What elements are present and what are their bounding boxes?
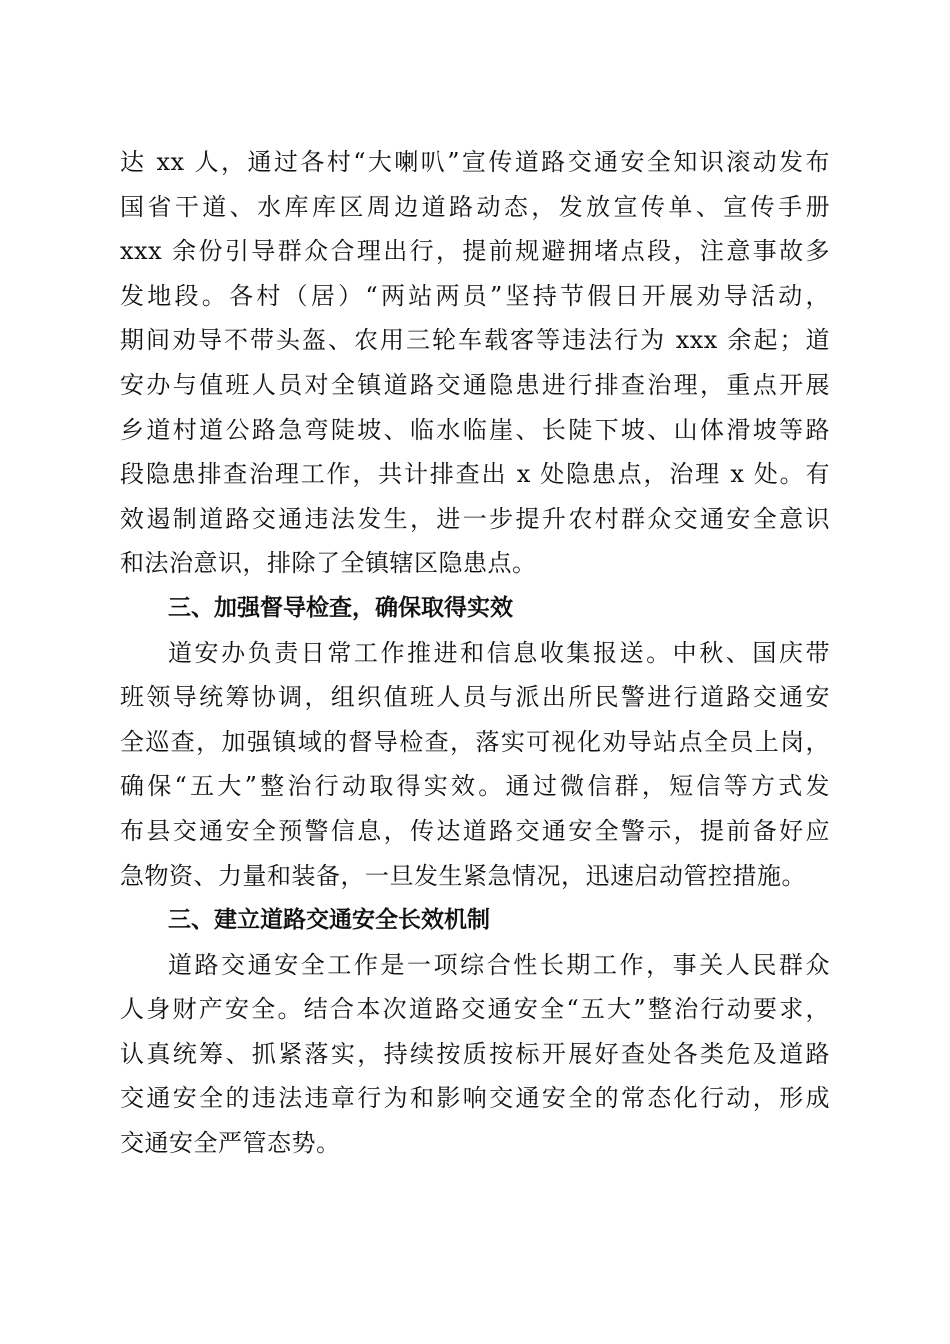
paragraph-1 xyxy=(120,140,830,586)
text-line: 急物资、力量和装备，一旦发生紧急情况，迅速启动管控措施。 xyxy=(120,861,806,890)
text-line: 和法治意识，排除了全镇辖区隐患点。 xyxy=(120,549,537,578)
text-line: 安办与值班人员对全镇道路交通隐患进行排查治理，重点开展 xyxy=(120,370,830,399)
text-line: 期间劝导不带头盔、农用三轮车载客等违法行为 xxx 余起；道 xyxy=(120,326,830,355)
text-line: 布县交通安全预警信息，传达道路交通安全警示，提前备好应 xyxy=(120,816,830,845)
text-line: 发地段。各村（居）“两站两员”坚持节假日开展劝导活动， xyxy=(120,281,830,310)
section-heading: 三、建立道路交通安全长效机制 xyxy=(168,907,490,934)
document-page xyxy=(120,140,830,1166)
text-line: 道安办负责日常工作推进和信息收集报送。中秋、国庆带 xyxy=(168,638,830,667)
text-line: 交通安全严管态势。 xyxy=(120,1129,341,1158)
section-heading: 三、加强督导检查，确保取得实效 xyxy=(168,594,513,621)
text-line: 达 xx 人，通过各村“大喇叭”宣传道路交通安全知识滚动发布 xyxy=(120,148,830,176)
text-line: 国省干道、水库库区周边道路动态，发放宣传单、宣传手册 xyxy=(120,192,830,221)
section-supervision xyxy=(120,586,830,898)
text-line: 班领导统筹协调，组织值班人员与派出所民警进行道路交通安 xyxy=(120,683,830,712)
section-long-term-mechanism xyxy=(120,898,830,1166)
text-line: 乡道村道公路急弯陡坡、临水临崖、长陡下坡、山体滑坡等路 xyxy=(120,415,830,444)
text-line: 认真统筹、抓紧落实，持续按质按标开展好查处各类危及道路 xyxy=(120,1039,830,1068)
text-line: 交通安全的违法违章行为和影响交通安全的常态化行动，形成 xyxy=(120,1084,830,1113)
text-line: xxx 余份引导群众合理出行，提前规避拥堵点段，注意事故多 xyxy=(120,237,830,266)
text-line: 确保“五大”整治行动取得实效。通过微信群，短信等方式发 xyxy=(120,772,830,801)
text-line: 效遏制道路交通违法发生，进一步提升农村群众交通安全意识 xyxy=(120,504,830,533)
text-line: 段隐患排查治理工作，共计排查出 x 处隐患点，治理 x 处。有 xyxy=(120,460,830,489)
text-line: 道路交通安全工作是一项综合性长期工作，事关人民群众 xyxy=(168,950,830,979)
text-line: 全巡查，加强镇域的督导检查，落实可视化劝导站点全员上岗， xyxy=(120,727,830,756)
text-line: 人身财产安全。结合本次道路交通安全“五大”整治行动要求， xyxy=(120,995,830,1024)
